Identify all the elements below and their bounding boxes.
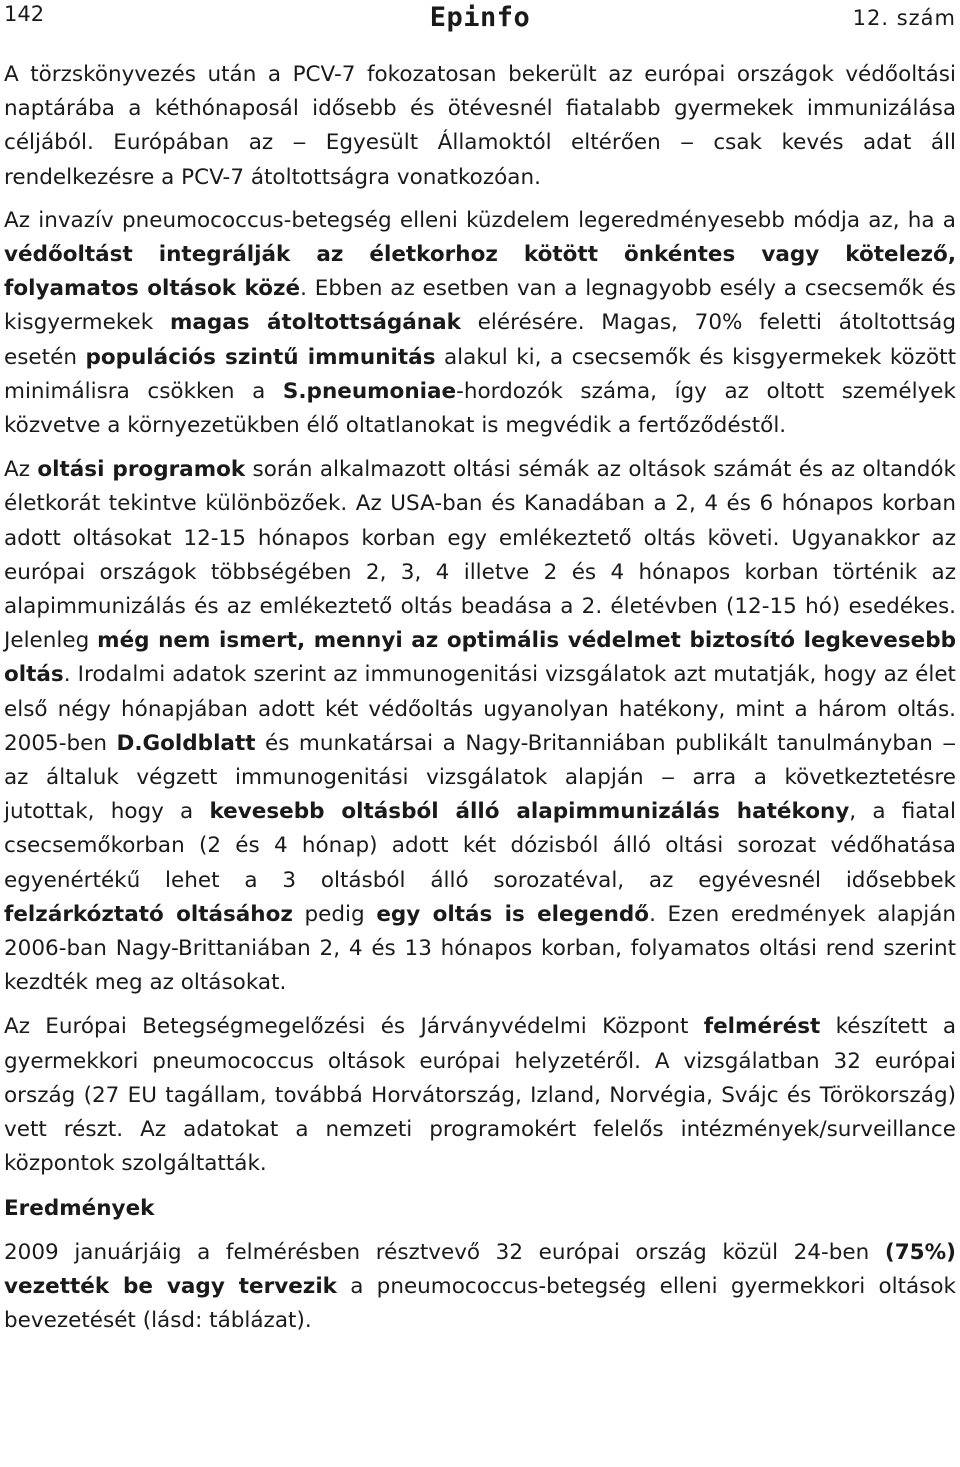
article-body	[4, 58, 956, 1338]
paragraph-4: Az Európai Betegségmegelőzési és Járványvédelmi Központ felmérést készített a gyermekkori pneumococcus oltások európai helyzetéről. A vizsgálatban 32 európai ország (27 EU tagállam, továbbá Horvátország, Izland, Norvégia, Svájc és Törökország) vett részt. Az adatokat a nemzeti programokért felelős intézmények/surveillance központok szolgáltatták.	[4, 1014, 956, 1177]
paragraph-1: A törzskönyvezés után a PCV-7 fokozatosan bekerült az európai országok védőoltási naptárába a kéthónaposál idősebb és ötévesnél fiatalabb gyermekek immunizálása céljából. Európában az ‒ Egyesült Államoktól eltérően ‒ csak kevés adat áll rendelkezésre a PCV-7 átoltottságra vonatkozóan.	[4, 62, 956, 190]
page-number: 142	[4, 2, 45, 26]
paragraph-3: Az oltási programok során alkalmazott oltási sémák az oltások számát és az oltandók életkorát tekintve különbözőek. Az USA-ban és Kanadában a 2, 4 és 6 hónapos korban adott oltásokat 12-15 hónapos korban egy emlékeztető oltás követi. Ugyanakkor az európai országok többségében 2, 3, 4 illetve 2 és 4 hónapos korban történik az alapimmunizálás és az emlékeztető oltás beadása a 2. életévben (12-15 hó) esedékes. Jelenleg még nem ismert, mennyi az optimális védelmet biztosító legkevesebb oltás. Irodalmi adatok szerint az immunogenitási vizsgálatok azt mutatják, hogy az élet első négy hónapjában adott két védőoltás ugyanolyan hatékony, mint a három oltás. 2005-ben D.Goldblatt és munkatársai a Nagy-Britanniában publikált tanulmányban ‒ az általuk végzett immunogenitási vizsgálatok alapján ‒ arra a következtetésre jutottak, hogy a kevesebb oltásból álló alapimmunizálás hatékony, a fiatal csecsemőkorban (2 és 4 hónap) adott két dózisból álló oltási sorozat védőhatása egyenértékű lehet a 3 oltásból álló sorozatéval, az egyévesnél idősebbek felzárkóztató oltásához pedig egy oltás is elegendő. Ezen eredmények alapján 2006-ban Nagy-Brittaniában 2, 4 és 13 hónapos korban, folyamatos oltási rend szerint kezdték meg az oltásokat.	[4, 457, 957, 996]
page-header	[0, 0, 960, 44]
journal-title: Epinfo	[429, 2, 531, 33]
paragraph-2: Az invazív pneumococcus-betegség elleni küzdelem legeredményesebb módja az, ha a védőoltást integrálják az életkorhoz kötött önkéntes vagy kötelező, folyamatos oltások közé. Ebben az esetben van a legnagyobb esély a csecsemők és kisgyermekek magas átoltottságának elérésére. Magas, 70% feletti átoltottság esetén populációs szintű immunitás alakul ki, a csecsemők és kisgyermekek között minimálisra csökken a S.pneumoniae-hordozók száma, így az oltott személyek közvetve a környezetükben élő oltatlanokat is megvédik a fertőződéstől.	[4, 207, 957, 439]
section-heading: Eredmények	[4, 1195, 155, 1221]
paragraph-5: 2009 januárjáig a felmérésben résztvevő 32 európai ország közül 24-ben (75%) vezették be vagy tervezik a pneumococcus-betegség elleni gyermekkori oltások bevezetését (lásd: táblázat).	[4, 1239, 956, 1334]
issue-number: 12. szám	[852, 6, 956, 30]
